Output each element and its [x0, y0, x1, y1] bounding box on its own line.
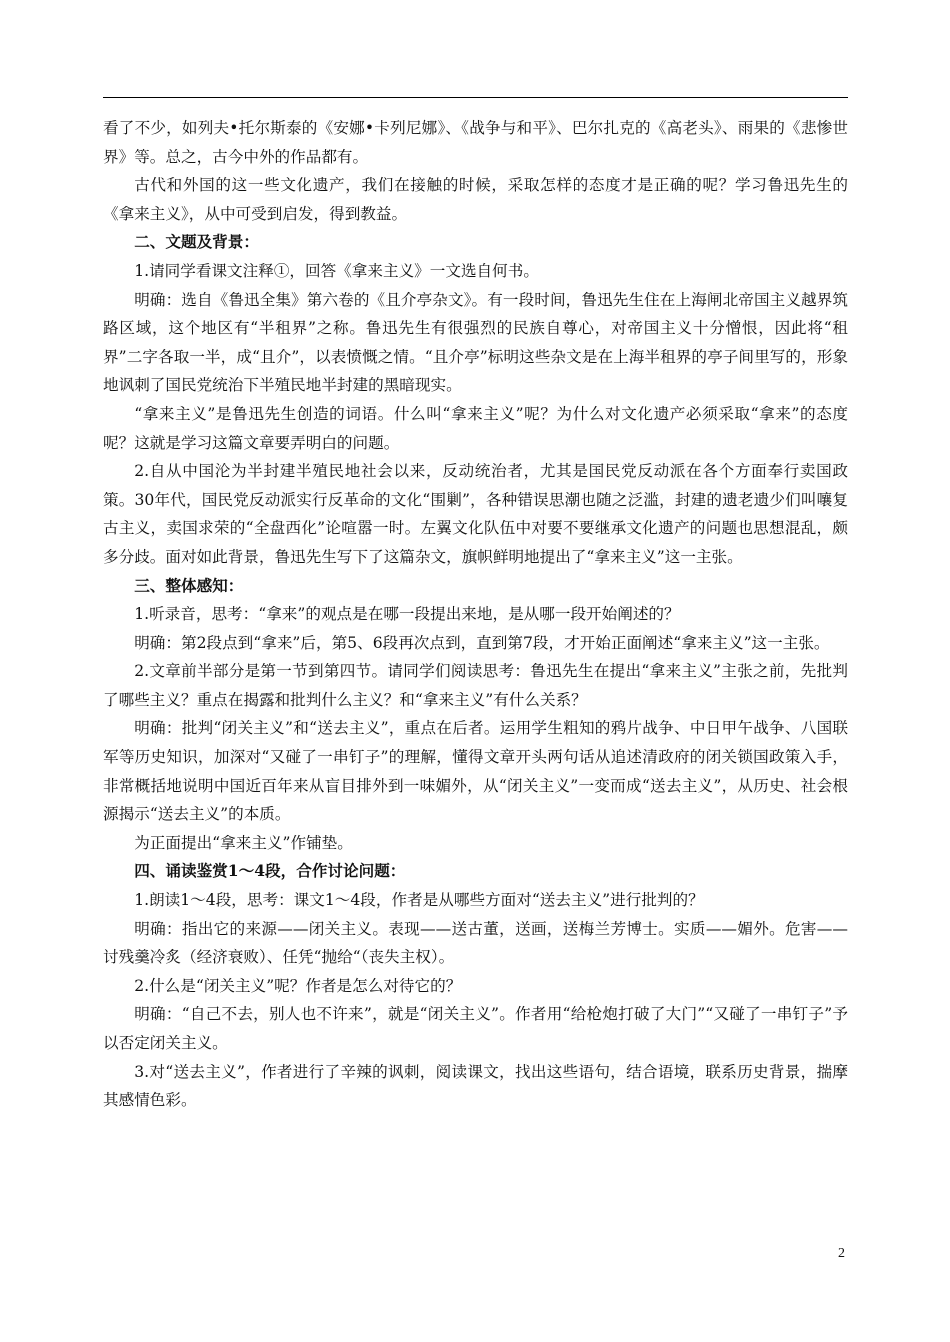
paragraph: 明确：“自己不去，别人也不许来”，就是“闭关主义”。作者用“给枪炮打破了大门”“又碰了一串钉子”予以否定闭关主义。: [103, 1005, 848, 1052]
paragraph: 为正面提出“拿来主义”作铺垫。: [134, 833, 353, 852]
header-rule: [103, 97, 848, 98]
paragraph: 1.听录音，思考：“拿来”的观点是在哪一段提出来地，是从哪一段开始阐述的？: [134, 605, 680, 624]
paragraph: 1.请同学看课文注释①，回答《拿来主义》一文选自何书。: [134, 261, 539, 280]
paragraph: 明确：批判“闭关主义”和“送去主义”，重点在后者。运用学生粗知的鸦片战争、中日甲午战争、八国联军等历史知识，加深对“又碰了一串钉子”的理解，懂得文章开头两句话从追述清政府的闭关锁国政策入手，非常概括地说明中国近百年来从盲目排外到一味媚外，从“闭关主义”一变而成“送去主义”，从历史、社会根源揭示“送去主义”的本质。: [103, 719, 848, 824]
paragraph: 古代和外国的这一些文化遗产，我们在接触的时候，采取怎样的态度才是正确的呢？学习鲁迅先生的《拿来主义》，从中可受到启发，得到教益。: [103, 176, 848, 223]
paragraph: 2.自从中国沦为半封建半殖民地社会以来，反动统治者，尤其是国民党反动派在各个方面奉行卖国政策。30年代，国民党反动派实行反革命的文化“围剿”，各种错误思潮也随之泛滥，封建的遗老遗少们叫嚷复古主义，卖国求荣的“全盘西化”论喧嚣一时。左翼文化队伍中对要不要继承文化遗产的问题也思想混乱，颇多分歧。面对如此背景，鲁迅先生写下了这篇杂文，旗帜鲜明地提出了“拿来主义”这一主张。: [103, 462, 848, 566]
section-heading: 二、文题及背景：: [134, 232, 259, 252]
paragraph: 明确：第2段点到“拿来”后，第5、6段再次点到，直到第7段，才开始正面阐述“拿来主义”这一主张。: [134, 633, 830, 652]
paragraph: 3.对“送去主义”，作者进行了辛辣的讽刺，阅读课文，找出这些语句，结合语境，联系历史背景，揣摩其感情色彩。: [103, 1062, 848, 1110]
section-heading: 三、整体感知：: [134, 575, 244, 595]
page-number: 2: [838, 1246, 845, 1261]
paragraph: 2.文章前半部分是第一节到第四节。请同学们阅读思考：鲁迅先生在提出“拿来主义”主张之前，先批判了哪些主义？重点在揭露和批判什么主义？和“拿来主义”有什么关系？: [103, 662, 848, 709]
section-heading: 四、诵读鉴赏1～4段，合作讨论问题：: [134, 861, 406, 881]
paragraph: “拿来主义”是鲁迅先生创造的词语。什么叫“拿来主义”呢？为什么对文化遗产必须采取“拿来”的态度呢？这就是学习这篇文章要弄明白的问题。: [103, 404, 848, 452]
paragraph: 1.朗读1～4段，思考：课文1～4段，作者是从哪些方面对“送去主义”进行批判的？: [134, 891, 704, 910]
body-text: [103, 114, 848, 1115]
paragraph: 明确：选自《鲁迅全集》第六卷的《且介亭杂文》。有一段时间，鲁迅先生住在上海闸北帝国主义越界筑路区域，这个地区有“半租界”之称。鲁迅先生有很强烈的民族自尊心，对帝国主义十分憎恨，因此将“租界”二字各取一半，成“且介”，以表愤慨之情。“且介亭”标明这些杂文是在上海半租界的亭子间里写的，形象地讽刺了国民党统治下半殖民地半封建的黑暗现实。: [103, 290, 848, 395]
paragraph: 看了不少，如列夫•托尔斯泰的《安娜•卡列尼娜》、《战争与和平》、巴尔扎克的《高老头》、雨果的《悲惨世界》等。总之，古今中外的作品都有。: [103, 119, 848, 166]
paragraph: 2.什么是“闭关主义”呢？作者是怎么对待它的？: [134, 976, 462, 995]
paragraph: 明确：指出它的来源——闭关主义。表现——送古董，送画，送梅兰芳博士。实质——媚外。危害——讨残羹冷炙（经济衰败）、任凭“抛给“（丧失主权）。: [103, 919, 848, 967]
